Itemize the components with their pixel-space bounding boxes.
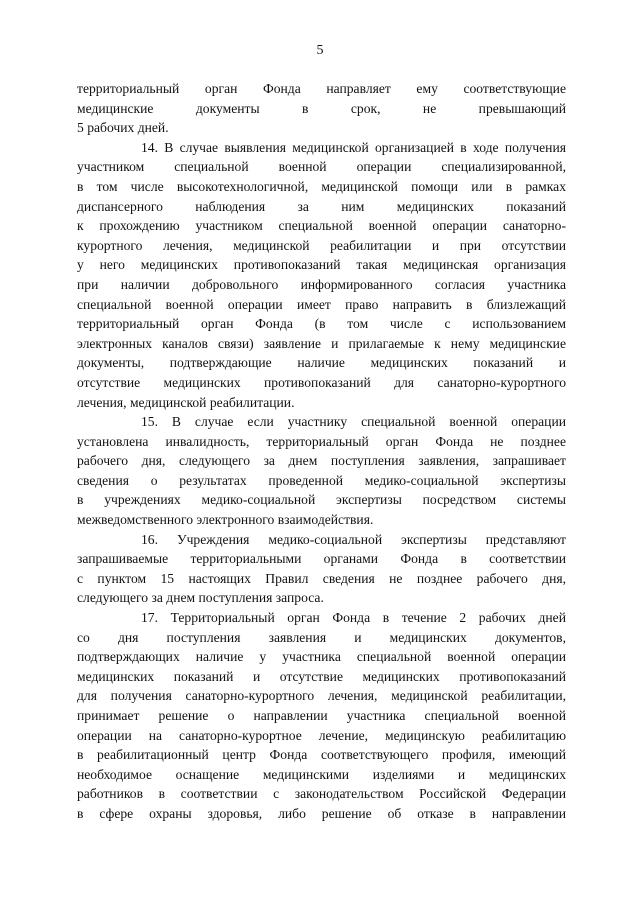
text-line: с пунктом 15 настоящих Правил сведения не позднее рабочего дня, — [77, 570, 566, 586]
text-line: при наличии добровольного информированного согласия участника — [77, 276, 566, 292]
text-line: операции на санаторно-курортное лечение, медицинскую реабилитацию — [77, 727, 566, 743]
text-line: электронных каналов связи) заявление и прилагаемые к нему медицинские — [77, 335, 566, 351]
document-body — [77, 79, 566, 824]
text-line: курортного лечения, медицинской реабилитации и при отсутствии — [77, 237, 566, 253]
text-line: межведомственного электронного взаимодействия. — [77, 512, 374, 528]
text-line: у него медицинских противопоказаний такая медицинская организация — [77, 257, 566, 273]
text-line: территориальный орган Фонда (в том числе с использованием — [77, 316, 566, 332]
text-line: для получения санаторно-курортного лечения, медицинской реабилитации, — [77, 688, 566, 704]
text-line: рабочего дня, следующего за днем поступления заявления, запрашивает — [77, 453, 566, 469]
text-line: в реабилитационный центр Фонда соответствующего профиля, имеющий — [77, 747, 566, 763]
text-line: в том числе высокотехнологичной, медицинской помощи или в рамках — [77, 178, 566, 194]
text-line: в сфере охраны здоровья, либо решение об отказе в направлении — [77, 805, 566, 821]
text-line: установлена инвалидность, территориальный орган Фонда не позднее — [77, 433, 566, 449]
text-line: следующего за днем поступления запроса. — [77, 590, 324, 606]
paragraph-first-line: 15. В случае если участнику специальной военной операции — [141, 414, 566, 430]
paragraph-first-line: 17. Территориальный орган Фонда в течение 2 рабочих дней — [141, 610, 566, 626]
text-line: отсутствие медицинских противопоказаний для санаторно-курортного — [77, 374, 566, 390]
text-line: сведения о результатах проведенной медико-социальной экспертизы — [77, 472, 566, 488]
text-line: запрашиваемые территориальными органами Фонда в соответствии — [77, 551, 566, 567]
text-line: медицинские документы в срок, не превышающий — [77, 100, 566, 116]
text-line: со дня поступления заявления и медицинских документов, — [77, 629, 566, 645]
text-line: в учреждениях медико-социальной экспертизы посредством системы — [77, 492, 566, 508]
text-line: необходимое оснащение медицинскими изделиями и медицинских — [77, 766, 566, 782]
text-line: территориальный орган Фонда направляет ему соответствующие — [77, 81, 566, 96]
paragraph-first-line: 16. Учреждения медико-социальной экспертизы представляют — [141, 531, 566, 547]
page-number: 5 — [316, 43, 324, 58]
text-line: принимает решение о направлении участника специальной военной — [77, 708, 566, 723]
text-line: работников в соответствии с законодательством Российской Федерации — [77, 786, 566, 802]
text-line: 5 рабочих дней. — [77, 120, 169, 136]
text-line: специальной военной операции имеет право направить в близлежащий — [77, 296, 566, 312]
text-line: документы, подтверждающие наличие медицинских показаний и — [77, 355, 566, 371]
text-line: участником специальной военной операции специализированной, — [77, 159, 566, 175]
text-line: диспансерного наблюдения за ним медицинских показаний — [77, 198, 566, 214]
text-line: лечения, медицинской реабилитации. — [77, 394, 295, 410]
text-line: медицинских показаний и отсутствие медицинских противопоказаний — [77, 668, 566, 684]
text-line: к прохождению участником специальной военной операции санаторно- — [77, 218, 566, 234]
text-line: подтверждающих наличие у участника специальной военной операции — [77, 649, 566, 665]
paragraph-first-line: 14. В случае выявления медицинской организацией в ходе получения — [141, 139, 566, 155]
